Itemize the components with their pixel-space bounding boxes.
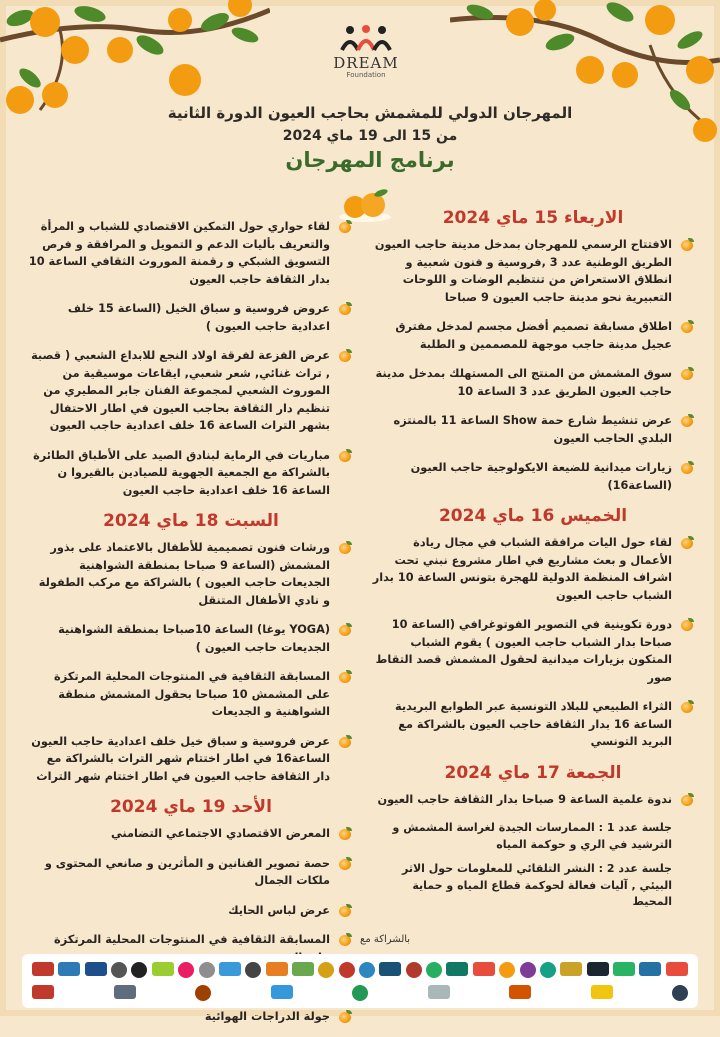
partners-label: بالشراكة مع	[360, 934, 411, 945]
event-item: الافتتاح الرسمي للمهرجان بمدخل مدينة حاجب العيون الطريق الوطنية عدد 3 ,فروسية و فنون شعبية و انطلاق الاستعراض من تنتظيم الوضات و اللوحات التعبيرية نحو مدينة حاجب العيون 9 صباحا	[370, 236, 696, 306]
apricot-bullet-icon	[681, 414, 694, 427]
event-item: الثراء الطبيعي للبلاد التونسية عبر الطوابع البريدية الساعة 16 بدار الثقافة حاجب العيون بالشراكة مع البريد التونسي	[370, 698, 696, 751]
apricot-bullet-icon	[339, 735, 352, 748]
apricot-bullet-icon	[339, 449, 352, 462]
partner-logo	[266, 962, 288, 976]
session-note: جلسة عدد 2 : النشر التلقائي للمعلومات حول الاثر البيئي , آليات فعالة لحوكمة قطاع المياه و حماية المحيط	[401, 862, 672, 908]
apricot-bullet-icon	[339, 1010, 352, 1023]
partner-logo	[85, 962, 107, 976]
partner-logo	[639, 962, 661, 976]
program-title: برنامج المهرجان	[285, 148, 455, 172]
partner-logo	[509, 985, 531, 999]
partner-logo	[473, 962, 495, 976]
day-block-friday	[370, 763, 696, 911]
partner-logo	[199, 962, 215, 978]
event-item: عرض الفزعة لفرقة اولاد النجع للابداع الشعبي ( قصبة , تراث غنائي, شعر شعبي, ايقاعات موسيقية من الموروث الشعبي لمجموعة الفنان جابر المطيري من تنظيم دار الثقافة بحاجب العيون في اطار الاحتفال بشهر التراث الساعة 16 خلف اعدادية حاجب العيون	[28, 347, 354, 435]
dream-logo-figures-icon	[338, 24, 394, 52]
event-item: مباريات في الرماية لبنادق الصيد على الأطباق الطائرة بالشراكة مع الجمعية الجهوية للصيادين بالقيروا ن الساعة 16 خلف اعدادية حاجب العيون	[28, 447, 354, 500]
day-heading: الجمعة 17 ماي 2024	[444, 762, 622, 783]
event-item: سوق المشمش من المنتج الى المستهلك بمدخل مدينة حاجب العيون الطريق عدد 3 الساعة 10	[370, 365, 696, 400]
partner-logo	[178, 962, 194, 978]
event-item: ندوة علمية الساعة 9 صباحا بدار الثقافة حاجب العيون	[370, 791, 696, 809]
apricot-bullet-icon	[339, 933, 352, 946]
partner-logo	[540, 962, 556, 978]
apricot-bullet-icon	[681, 700, 694, 713]
apricot-bullet-icon	[339, 220, 352, 233]
apricot-bullet-icon	[339, 541, 352, 554]
partner-logo	[359, 962, 375, 978]
apricot-bullet-icon	[681, 793, 694, 806]
event-item: حصة تصوير الفنانين و المأثرين و صانعي المحتوى و ملكات الجمال	[28, 855, 354, 890]
event-item: ورشات فنون تصميمية للأطفال بالاعتماد على بذور المشمش (الساعة 9 صباحا بمنطقة الشواهنية الجديعات حاجب العيون ) بالشراكة مع مركب الطفولة و نادي الأطفال المتنقل	[28, 539, 354, 609]
apricot-bullet-icon	[339, 302, 352, 315]
day-block-saturday	[28, 511, 354, 785]
event-item: المعرض الاقتصادي الاجتماعي التضامني	[28, 825, 354, 843]
partner-logo	[352, 985, 368, 1001]
partner-logo	[666, 962, 688, 976]
partner-logo	[32, 985, 54, 999]
festival-dates: من 15 الى 19 ماي 2024	[282, 128, 458, 144]
event-item: زيارات ميدانية للضيعة الايكولوجية حاجب العيون (الساعة16)	[370, 459, 696, 494]
event-item: عرض لباس الحايك	[28, 902, 354, 920]
event-item: عروض فروسية و سباق الخيل (الساعة 15 خلف اعدادية حاجب العيون )	[28, 300, 354, 335]
partner-logo	[591, 985, 613, 999]
partner-logo	[32, 962, 54, 976]
event-item: المسابقة الثقافية في المنتوجات المحلية المرتكزة على المشمش 10 صباحا بحقول المشمش منطقة الشواهنية و الجديعات	[28, 668, 354, 721]
partner-logo	[195, 985, 211, 1001]
partner-logo	[613, 962, 635, 976]
event-item: دورة تكوينية في التصوير الفوتوغرافي (الساعة 10 صباحا بدار الشباب حاجب العيون ) يقوم الشباب المتكون بزيارات ميدانية لحقول المشمش قصد التقاط صور	[370, 616, 696, 686]
partner-logo	[406, 962, 422, 978]
partner-logo	[131, 962, 147, 978]
apricot-bullet-icon	[681, 461, 694, 474]
event-item: لقاء حول اليات مرافقة الشباب في مجال ريادة الأعمال و بعث مشاريع في اطار مشروع نبني تحت اشراف المنظمة الدولية للهجرة بتونس الساعة 10 بدار الشباب حاجب العيون	[370, 534, 696, 604]
apricot-bullet-icon	[681, 536, 694, 549]
day-block-wednesday	[370, 208, 696, 494]
event-item: اطلاق مسابقة تصميم أفضل مجسم لمدخل مفترق عجيل مدينة حاجب موجهة للمصممين و الطلبة	[370, 318, 696, 353]
partner-logo	[58, 962, 80, 976]
partner-logo	[520, 962, 536, 978]
apricot-bullet-icon	[339, 349, 352, 362]
apricot-bullet-icon	[339, 670, 352, 683]
schedule-left-column	[28, 218, 354, 1037]
day-block-thursday	[370, 506, 696, 751]
partner-logo	[560, 962, 582, 976]
day-heading: الأحد 19 ماي 2024	[110, 797, 272, 817]
logo-sub: Foundation	[346, 71, 386, 79]
partner-logo	[245, 962, 261, 978]
apricot-bullet-icon	[681, 367, 694, 380]
event-item: المسابقة الثقافية في المنتوجات المحلية المرتكزة	[28, 931, 354, 966]
partner-logo	[271, 985, 293, 999]
logo-name: DREAM	[333, 54, 399, 72]
day-block-wednesday-continued	[28, 218, 354, 499]
partners-logo-strip	[22, 954, 698, 1008]
day-heading: الاربعاء 15 ماي 2024	[442, 208, 624, 228]
partner-logo	[219, 962, 241, 976]
event-item: جولة الدراجات الهوائية	[28, 1008, 354, 1026]
partner-logo	[499, 962, 515, 978]
partner-logo	[428, 985, 450, 999]
partner-logo	[111, 962, 127, 978]
apricot-bullet-icon	[339, 623, 352, 636]
apricot-bullet-icon	[681, 320, 694, 333]
partner-logo	[292, 962, 314, 976]
day-heading: السبت 18 ماي 2024	[103, 511, 279, 531]
header	[150, 104, 590, 172]
apricot-bullet-icon	[681, 618, 694, 631]
event-item: (YOGA يوغا) الساعة 10صباحا بمنطقة الشواهنية الجديعات حاجب العيون )	[28, 621, 354, 656]
festival-title: المهرجان الدولي للمشمش بحاجب العيون الدورة الثانية	[167, 104, 573, 122]
partner-logo	[318, 962, 334, 978]
event-item: عرض فروسية و سباق خيل خلف اعدادية حاجب العيون الساعة16 في اطار اختتام شهر التراث بالشراكة مع دار الثقافة حاجب العيون في اطار اختتام شهر التراث	[28, 733, 354, 786]
partner-logo	[587, 962, 609, 976]
apricot-bullet-icon	[339, 827, 352, 840]
apricot-bullet-icon	[339, 857, 352, 870]
partner-logo	[114, 985, 136, 999]
apricot-bullet-icon	[681, 238, 694, 251]
partner-logo	[426, 962, 442, 978]
dream-logo	[330, 24, 402, 79]
partner-logo	[672, 985, 688, 1001]
partner-logo	[152, 962, 174, 976]
partner-logo	[379, 962, 401, 976]
event-item: عرض تنشيط شارع حمة Show الساعة 11 بالمنتزه البلدي الحاجب العيون	[370, 412, 696, 447]
event-item: لقاء حواري حول التمكين الاقتصادي للشباب و المرأة والتعريف بأليات الدعم و التمويل و المرافقة و فرص التسويق الشبكي و رقمنة الموروث الثقافي الساعة 10 بدار الثقافة حاجب العيون	[28, 218, 354, 288]
schedule-right-column	[370, 198, 696, 919]
apricot-bullet-icon	[339, 904, 352, 917]
partner-logo	[446, 962, 468, 976]
partner-logo	[339, 962, 355, 978]
day-heading: الخميس 16 ماي 2024	[438, 506, 628, 526]
session-note: جلسة عدد 1 : الممارسات الجيدة لغراسة المشمش و الترشيد في الري و حوكمة المياه	[392, 821, 672, 851]
